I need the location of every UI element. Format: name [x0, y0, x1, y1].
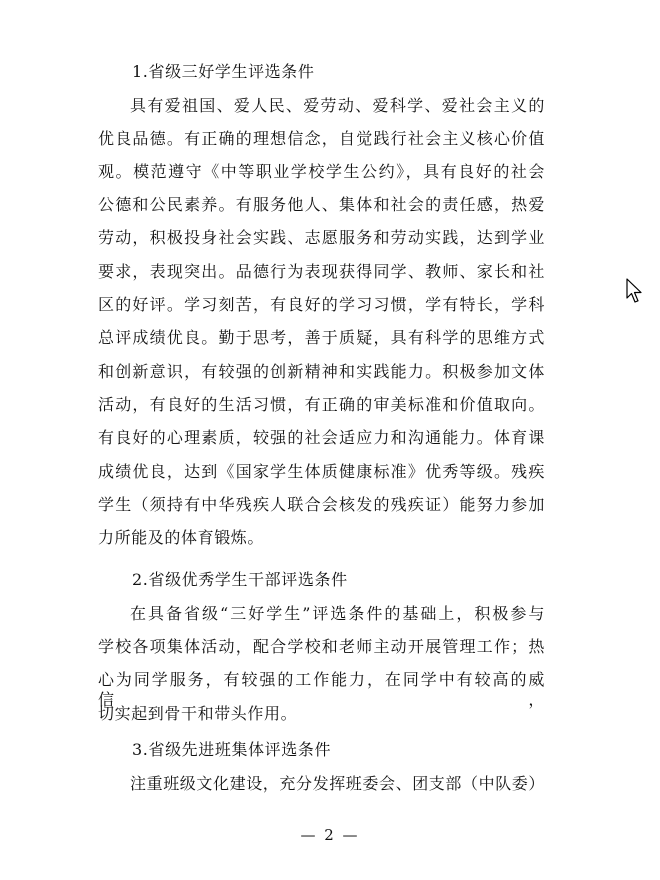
section-3-line: 注重班级文化建设，充分发挥班委会、团支部（中队委） — [130, 774, 546, 793]
section-1-heading: 1.省级三好学生评选条件 — [132, 62, 315, 81]
section-1-line: 总评成绩优良。勤于思考，善于质疑，具有科学的思维方式 — [98, 328, 545, 347]
section-2-line: 切实起到骨干和带头作用。 — [98, 704, 298, 723]
section-1-line: 学生（须持有中华残疾人联合会核发的残疾证）能努力参加 — [98, 495, 545, 514]
section-1-line: 成绩优良，达到《国家学生体质健康标准》优秀等级。残疾 — [98, 462, 545, 481]
section-2-line: 学校各项集体活动，配合学校和老师主动开展管理工作；热 — [98, 637, 545, 656]
section-2-line: 心为同学服务，有较强的工作能力，在同学中有较高的威信， — [98, 670, 545, 709]
section-1-line: 和创新意识，有较强的创新精神和实践能力。积极参加文体 — [98, 362, 545, 381]
section-1-line: 观。模范遵守《中等职业学校学生公约》，具有良好的社会 — [98, 162, 545, 181]
mouse-pointer-icon — [626, 278, 644, 304]
section-1-line: 区的好评。学习刻苦，有良好的学习习惯，学有特长，学科 — [98, 295, 545, 314]
section-2-line: 在具备省级“三好学生”评选条件的基础上，积极参与 — [130, 604, 545, 623]
section-1-line: 力所能及的体育锻炼。 — [98, 528, 265, 547]
section-2-heading: 2.省级优秀学生干部评选条件 — [132, 570, 348, 589]
section-1-line: 优良品德。有正确的理想信念，自觉践行社会主义核心价值 — [98, 129, 545, 148]
section-1-line: 具有爱祖国、爱人民、爱劳动、爱科学、爱社会主义的 — [130, 96, 545, 115]
section-1-line: 公德和公民素养。有服务他人、集体和社会的责任感，热爱 — [98, 195, 545, 214]
section-1-line: 活动，有良好的生活习惯，有正确的审美标准和价值取向。 — [98, 395, 545, 414]
section-1-line: 劳动，积极投身社会实践、志愿服务和劳动实践，达到学业 — [98, 228, 545, 247]
page-number: — 2 — — [300, 826, 360, 844]
section-3-heading: 3.省级先进班集体评选条件 — [132, 740, 332, 759]
section-1-line: 有良好的心理素质，较强的社会适应力和沟通能力。体育课 — [98, 428, 545, 447]
section-1-line: 要求，表现突出。品德行为表现获得同学、教师、家长和社 — [98, 262, 545, 281]
